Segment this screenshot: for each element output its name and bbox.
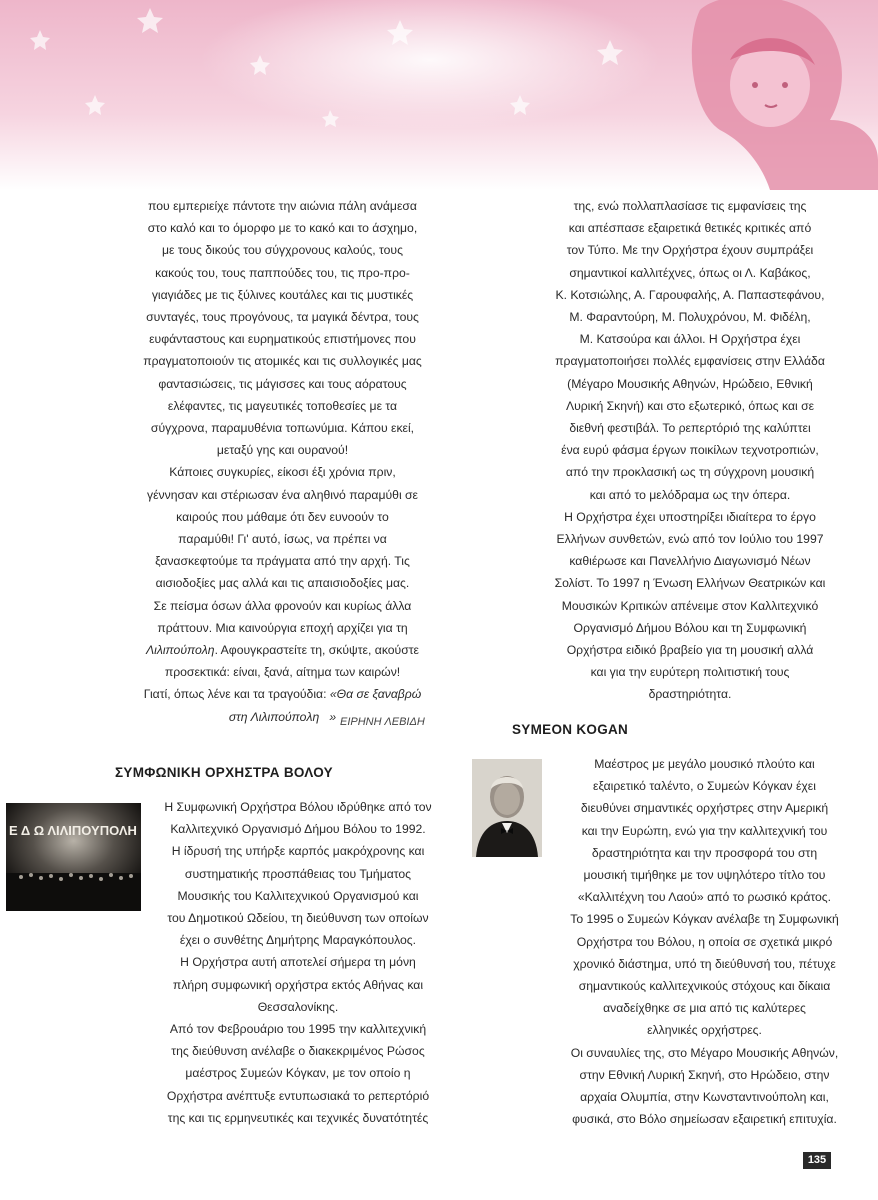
text-line: «Καλλιτέχνη του Λαού» από το ρωσικό κράτος. (577, 890, 832, 905)
text-line: και την Ευρώπη, ενώ για την καλλιτεχνική του (581, 823, 828, 838)
text-line: πλήρη συμφωνική ορχήστρα εκτός Αθήνας και (172, 977, 424, 992)
italic-place-name: Λιλιπούπολη (146, 643, 215, 658)
text-line: συστηματικής προσπάθειας του Τμήματος (184, 866, 412, 881)
text-line: και απέσπασε εξαιρετικά θετικές κριτικές από (568, 221, 812, 236)
text-line: Θεσσαλονίκης. (257, 999, 339, 1014)
text-line: γιαγιάδες με τις ξύλινες κουτάλες και τις μυστικές (151, 287, 414, 302)
text-line: μουσική τιμήθηκε με τον υψηλότερο τίτλο του (583, 868, 826, 883)
text-line: Η Ορχήστρα έχει υποστηρίξει ιδιαίτερα το έργο (564, 509, 816, 524)
text-line: στην Εθνική Λυρική Σκηνή, στο Ηρώδειο, στην (579, 1067, 830, 1082)
text-line: ξανασκεφτούμε τα πράγματα από την αρχή. Τις (155, 554, 410, 569)
text-line: Το 1995 ο Συμεών Κόγκαν ανέλαβε τη Συμφωνική (570, 912, 839, 927)
text-line: εξαιρετικό ταλέντο, ο Συμεών Κόγκαν έχει (593, 779, 816, 794)
text-line: μαέστρος Συμεών Κόγκαν, με τον οποίο η (185, 1066, 411, 1081)
text-line: τον Τύπο. Με την Ορχήστρα έχουν συμπράξει (566, 243, 814, 258)
text-line: Η Συμφωνική Ορχήστρα Βόλου ιδρύθηκε από τον (164, 800, 432, 814)
text-line: γέννησαν και στέριωσαν ένα αληθινό παραμύθι σε (147, 487, 418, 502)
text-line: δραστηριότητα και την προσφορά του στη (591, 845, 818, 860)
text-line: της, ενώ πολλαπλασίασε τις εμφανίσεις της (573, 199, 807, 213)
text-line: σημαντικοί καλλιτέχνες, όπως οι Λ. Καβάκος, (569, 265, 811, 280)
text-line: αρχαία Ολυμπία, στην Κωνσταντινούπολη και, (580, 1090, 829, 1105)
text-line: Μαέστρος με μεγάλο μουσικό πλούτο και (594, 757, 815, 771)
orchestra-photo-svg (6, 803, 141, 911)
text-line: Οργανισμό Δήμου Βόλου και τη Συμφωνική (573, 620, 807, 635)
kogan-portrait-svg (472, 759, 542, 857)
text-line: Η Ορχήστρα αυτή αποτελεί σήμερα τη μόνη (180, 955, 416, 970)
text-line: με τους δικούς του σύγχρονους καλούς, τους (162, 243, 403, 258)
text-line: Ορχήστρα ειδικό βραβείο για τη μουσική αλλά (566, 643, 814, 658)
text-line: δραστηριότητα. (648, 687, 732, 702)
text-line: ένα ευρύ φάσμα έργων ποικίλων τεχνοτροπιών, (561, 443, 819, 458)
text-line: Ορχήστρα του Βόλου, η οποία σε σχετικά μικρό (576, 934, 833, 949)
orchestra-heading: ΣΥΜΦΩΝΙΚΗ ΟΡΧΗΣΤΡΑ ΒΟΛΟΥ (115, 765, 333, 780)
orchestra-photo (6, 803, 141, 911)
text-line: της και τις ερμηνευτικές και τεχνικές δυνατότητές (167, 1110, 429, 1125)
text-line: πράττουν. Μια καινούργια εποχή αρχίζει για τη (157, 620, 408, 635)
song-quote-end: στη Λιλιπούπολη (228, 709, 320, 724)
text-line-mixed (120, 639, 445, 661)
text-line: Μ. Κατσούρα και άλλοι. Η Ορχήστρα έχει (579, 332, 801, 347)
text-line: από την προκλασική ως τη σύγχρονη μουσική (565, 465, 815, 480)
text-line: φαντασιώσεις, τις μάγισσες και τους αόρατους (158, 376, 407, 391)
kogan-text (552, 753, 857, 1130)
text-line: αναδείχθηκε σε μια από τις καλύτερες (603, 1001, 806, 1016)
text-line: σημαντικούς καλλιτεχνικούς στόχους και δίκαια (578, 979, 831, 994)
text-line: κακούς του, τους παππούδες του, τις προ-προ- (155, 265, 410, 280)
text-line: Σολίστ. Το 1997 η Ένωση Ελλήνων Θεατρικών και (554, 576, 826, 591)
text-line: πραγματοποιήσει πολλές εμφανίσεις στην Ελλάδα (555, 354, 825, 369)
text-line: (Μέγαρο Μουσικής Αθηνών, Ηρώδειο, Εθνική (567, 376, 813, 391)
kogan-heading: SYMEON KOGAN (512, 722, 629, 737)
quote-close: » (329, 709, 337, 724)
text-line: αισιοδοξίες μας αλλά και τις απαισιοδοξίες μας. (155, 576, 410, 591)
text-line: Λυρική Σκηνή) και στο εξωτερικό, όπως και σε (565, 398, 815, 413)
text-line: ελέφαντες, τις μαγευτικές τοποθεσίες με τα (167, 398, 398, 413)
text-line: Από τον Φεβρουάριο του 1995 την καλλιτεχνική (169, 1022, 427, 1037)
text-line-mixed (120, 683, 445, 705)
text-line: Ορχήστρα ανέπτυξε εντυπωσιακά το ρεπερτόριό (166, 1088, 430, 1103)
text-line: Οι συναυλίες της, στο Μέγαρο Μουσικής Αθηνών, (570, 1045, 839, 1060)
text-line: ευφάνταστους και ευρηματικούς επιστήμονες που (149, 332, 416, 347)
text-line: και για την ευρύτερη πολιτιστική τους (590, 665, 790, 680)
photo-sign-text: Ε Δ Ω ΛΙΛΙΠΟΥΠΟΛΗ (9, 823, 137, 838)
text-line: Σε πείσμα όσων άλλα φρονούν και κυρίως άλλα (153, 598, 412, 613)
text-line: Κάποιες συγκυρίες, είκοσι έξι χρόνια πριν, (169, 465, 396, 480)
text-line: καιρούς που μάθαμε ότι δεν ευνοούν το (176, 509, 389, 524)
text-line: Καλλιτεχνικό Οργανισμό Δήμου Βόλου το 1992. (170, 822, 426, 837)
text-line: έχει ο συνθέτης Δημήτρης Μαραγκόπουλος. (179, 933, 417, 948)
text-line: διευθύνει σημαντικές ορχήστρες στην Αμερική (580, 801, 829, 816)
kogan-portrait (472, 759, 542, 857)
text-line: σύγχρονα, παραμυθένια τοπωνύμια. Κάπου εκεί, (150, 421, 415, 436)
text-line: και από το μελόδραμα ως την όπερα. (589, 487, 791, 502)
text-line: της διεύθυνση ανέλαβε ο διακεκριμένος Ρώσος (171, 1044, 425, 1059)
text-line: Η ίδρυσή της υπήρξε καρπός μακρόχρονης και (171, 844, 425, 859)
text-line: ελληνικές ορχήστρες. (647, 1023, 762, 1038)
orchestra-continued-text (525, 195, 855, 706)
text-line: του Δημοτικού Ωδείου, τη διεύθυνση των οποίων (167, 911, 429, 926)
author-signature: ΕΙΡΗΝΗ ΛΕΒΙΔΗ (340, 716, 425, 728)
text-line: πραγματοποιούν τις ατομικές και τις συλλογικές μας (143, 354, 422, 369)
text-line: παραμύθι! Γι' αυτό, ίσως, να πρέπει να (178, 532, 387, 547)
text-line: διεθνή φεστιβάλ. Το ρεπερτόριό της καλύπτει (569, 421, 811, 436)
text-line: καθιέρωσε και Πανελλήνιο Διαγωνισμό Νέων (569, 554, 811, 569)
text-line: Κ. Κοτσιώλης, Α. Γαρουφαλής, Α. Παπαστεφάνου, (555, 287, 825, 302)
orchestra-text (148, 796, 448, 1129)
page-number: 135 (803, 1152, 831, 1169)
song-quote: «Θα σε ξαναβρώ (329, 687, 422, 702)
text-line: μεταξύ γης και ουρανού! (216, 443, 349, 458)
text-line: στο καλό και το όμορφο με το κακό και το άσχημο, (147, 221, 418, 236)
text-line: χρονικό διάστημα, υπό τη διεύθυνσή του, πέτυχε (573, 956, 836, 971)
text-line: Ελλήνων συνθετών, ενώ από τον Ιούλιο του 1997 (556, 532, 824, 547)
header-illustration-svg (0, 0, 878, 190)
header-illustration (0, 0, 878, 190)
text-line: Μουσικής του Καλλιτεχνικού Οργανισμού και (177, 888, 419, 903)
text-line: που εμπεριείχε πάντοτε την αιώνια πάλη ανάμεσα (148, 199, 417, 213)
text-line: Μουσικών Κριτικών απένειμε στον Καλλιτεχνικό (561, 598, 819, 613)
text-line: προσεκτικά: είναι, ξανά, αίτημα των καιρών! (164, 665, 401, 680)
text-line: Μ. Φαραντούρη, Μ. Πολυχρόνου, Μ. Φιδέλη, (569, 310, 811, 325)
text-fragment: . Αφουγκραστείτε τη, σκύψτε, ακούστε (214, 643, 419, 658)
text-line: φυσικά, στο Βόλο σημείωσαν εξαιρετική επιτυχία. (572, 1112, 837, 1127)
text-fragment: Γιατί, όπως λένε και τα τραγούδια: (143, 687, 330, 702)
text-line: συνταγές, τους προγόνους, τα μαγικά δέντρα, τους (146, 310, 419, 325)
intro-text (120, 195, 445, 728)
